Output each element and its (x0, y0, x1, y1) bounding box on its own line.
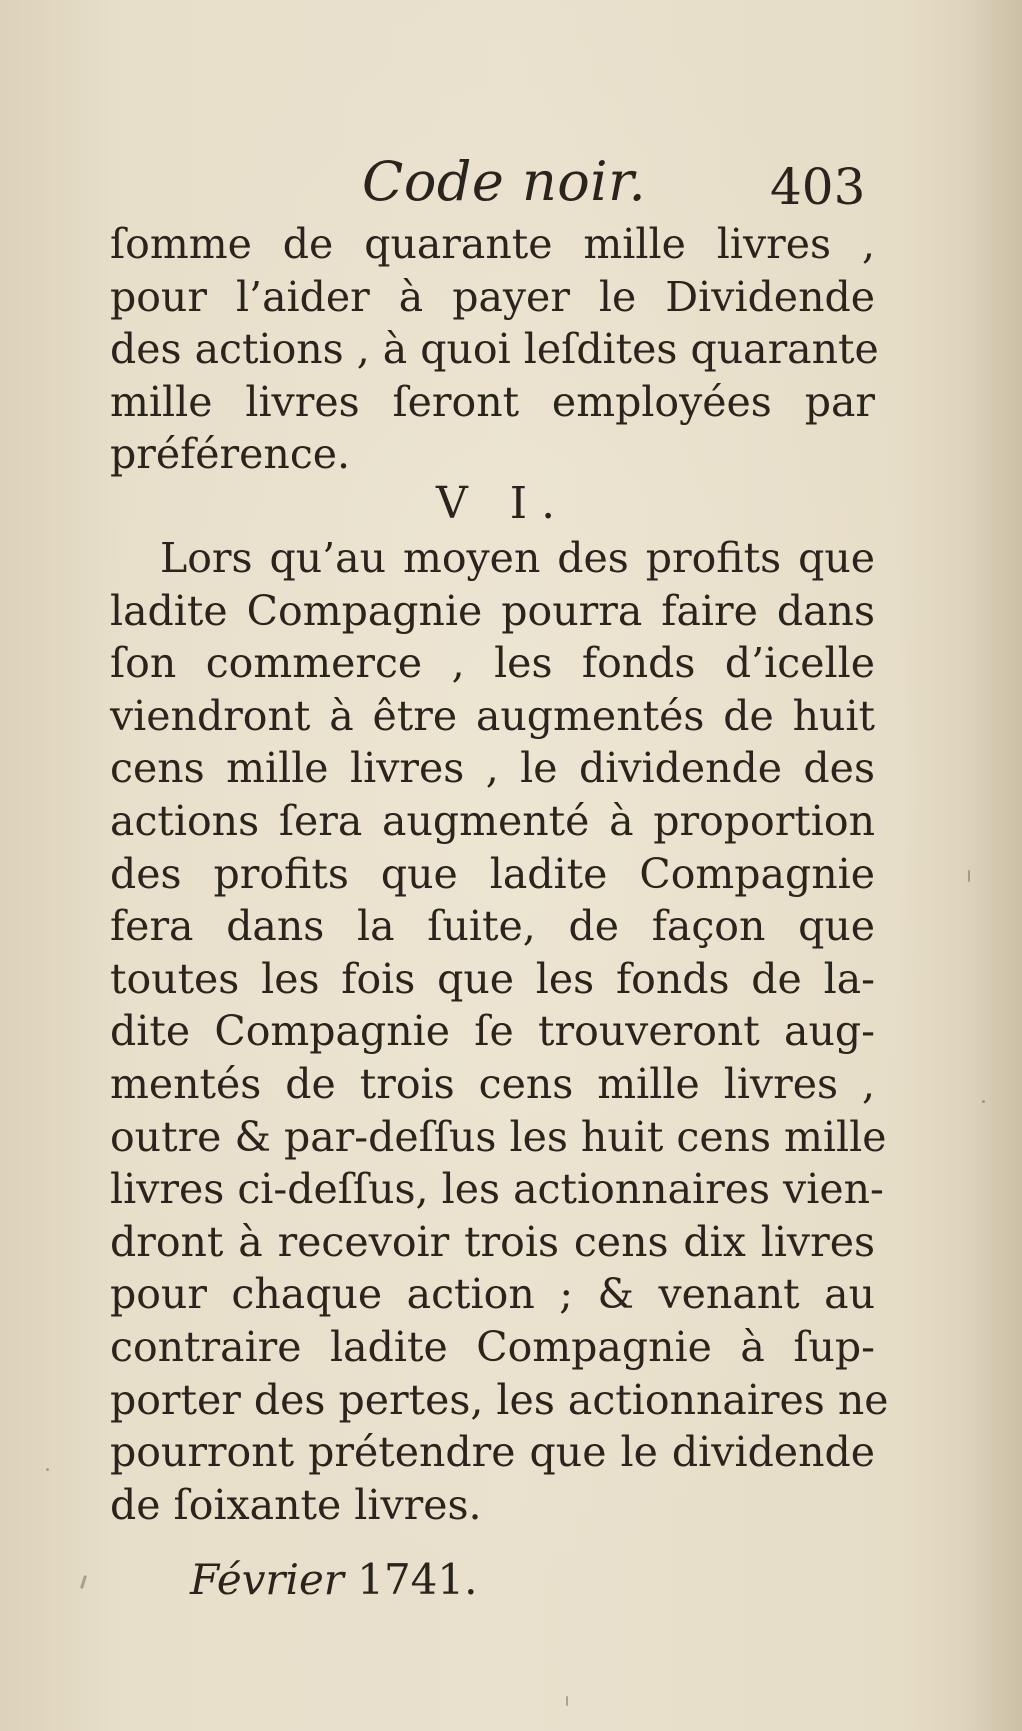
text-line: des actions , à quoi leſdites quarante (110, 325, 879, 374)
text-line: dront à recevoir trois cens dix livres (110, 1217, 875, 1266)
date-year: 1741. (357, 1555, 478, 1604)
text-line: de ſoixante livres. (110, 1480, 482, 1529)
paper-speck (968, 870, 970, 882)
paper-speck (46, 1468, 49, 1471)
text-line: dite Compagnie ſe trouveront aug- (110, 1007, 875, 1056)
text-line: toutes les fois que les fonds de la- (110, 954, 875, 1003)
page-edge-shadow (962, 0, 1022, 1731)
text-line: livres ci-deſſus, les actionnaires vien- (110, 1165, 884, 1214)
text-line: cens mille livres , le dividende des (110, 744, 875, 793)
page-header (0, 150, 1022, 220)
text-line: pour l’aider à payer le Dividende (110, 272, 875, 321)
running-title: Code noir. (362, 150, 647, 213)
text-line: actions ſera augmenté à proportion (110, 796, 875, 845)
paper-speck (566, 1696, 568, 1706)
section-heading: V I. (436, 478, 570, 529)
text-line: mille livres ſeront employées par (110, 377, 875, 426)
text-line: contraire ladite Compagnie à ſup- (110, 1322, 875, 1371)
date-line (190, 1555, 477, 1604)
paper-speck (80, 1575, 87, 1589)
text-line: ladite Compagnie pourra faire dans (110, 586, 875, 635)
text-line: fera dans la ſuite, de façon que (110, 902, 875, 951)
text-line: ſomme de quarante mille livres , (110, 220, 875, 268)
text-line: pour chaque action ; & venant au (110, 1270, 875, 1319)
article-paragraph (110, 532, 889, 1531)
date-month: Février (190, 1555, 344, 1604)
text-line: outre & par-deſſus les huit cens mille (110, 1112, 887, 1161)
text-line: Lors qu’au moyen des profits que (160, 534, 875, 582)
text-line: ſon commerce , les fonds d’icelle (110, 639, 875, 688)
paragraph-continued (110, 218, 879, 481)
text-line: pourront prétendre que le dividende (110, 1428, 875, 1477)
text-line: préférence. (110, 430, 351, 479)
paper-speck (982, 1100, 985, 1103)
text-line: viendront à être augmentés de huit (110, 691, 875, 740)
text-line: porter des pertes, les actionnaires ne (110, 1375, 889, 1424)
text-line: mentés de trois cens mille livres , (110, 1059, 875, 1108)
page-number: 403 (770, 158, 866, 216)
text-line: des profits que ladite Compagnie (110, 849, 875, 898)
